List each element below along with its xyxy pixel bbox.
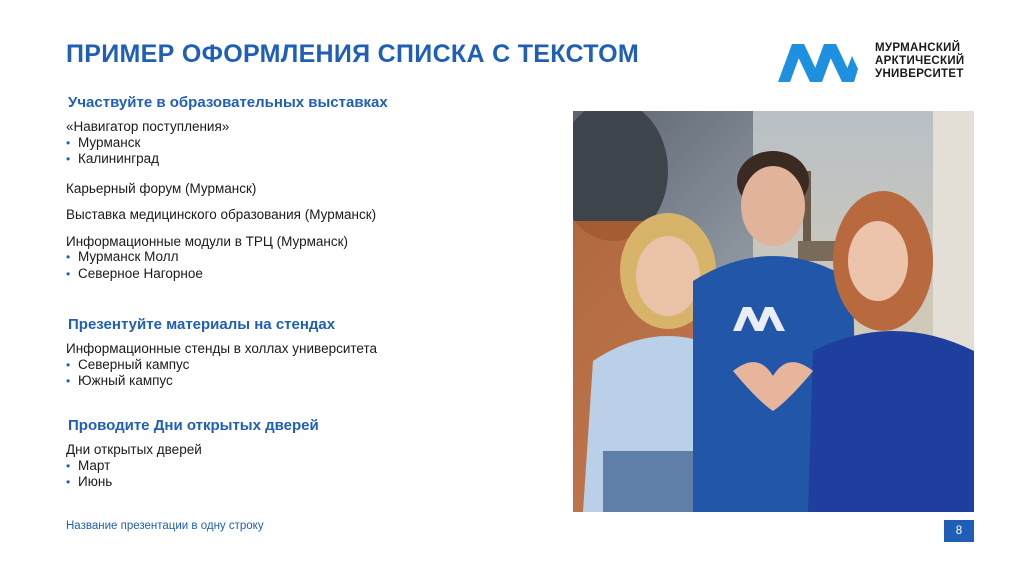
photo-icon	[573, 111, 974, 512]
section-stands	[66, 316, 377, 390]
list-item-label: Март	[78, 457, 111, 473]
list-item	[66, 249, 388, 266]
bullet: •	[66, 250, 71, 264]
bullet: •	[66, 266, 71, 281]
bullet: •	[66, 357, 71, 372]
group-title: Карьерный форум (Мурманск)	[66, 180, 257, 196]
list-group	[66, 119, 388, 168]
list-item-label: Южный кампус	[78, 373, 173, 388]
list-item	[66, 474, 319, 491]
footer-presentation-name: Название презентации в одну строку	[66, 520, 264, 532]
logo-line: УНИВЕРСИТЕТ	[875, 68, 964, 80]
group-title: «Навигатор поступления»	[66, 119, 230, 134]
logo-line: АРКТИЧЕСКИЙ	[875, 55, 965, 67]
list-group	[66, 207, 388, 223]
list-group	[66, 442, 319, 491]
list-item-label: Северное Нагорное	[78, 265, 203, 281]
section-heading: Проводите Дни открытых дверей	[68, 417, 319, 434]
section-open-days	[66, 417, 319, 491]
list-group	[66, 341, 377, 390]
list-group	[66, 181, 388, 197]
list-group	[66, 234, 388, 283]
list-item	[66, 357, 377, 374]
university-logo	[778, 42, 978, 86]
logo-text	[875, 42, 964, 81]
slide-title: ПРИМЕР ОФОРМЛЕНИЯ СПИСКА С ТЕКСТОМ	[66, 40, 640, 68]
students-photo	[573, 111, 974, 512]
group-title: Выставка медицинского образования (Мурманск)	[66, 207, 377, 222]
group-title: Информационные стенды в холлах университета	[66, 341, 378, 356]
bullet: •	[66, 152, 71, 166]
list-item	[66, 135, 388, 152]
list-item	[66, 151, 388, 168]
list-item	[66, 266, 388, 283]
list-item	[66, 373, 377, 390]
logo-mark-icon	[778, 44, 866, 82]
list-item	[66, 458, 319, 475]
section-heading: Участвуйте в образовательных выставках	[68, 94, 388, 111]
bullet: •	[66, 374, 71, 388]
list-item-label: Мурманск	[78, 134, 141, 150]
logo-line: МУРМАНСКИЙ	[875, 42, 961, 54]
list-item-label: Мурманск Молл	[78, 249, 179, 264]
group-title: Дни открытых дверей	[66, 442, 202, 457]
list-item-label: Июнь	[78, 474, 113, 489]
list-item-label: Калининград	[78, 151, 160, 166]
bullet: •	[66, 475, 71, 489]
list-item-label: Северный кампус	[78, 356, 190, 372]
bullet: •	[66, 135, 71, 150]
section-heading: Презентуйте материалы на стендах	[68, 316, 336, 333]
page-number: 8	[944, 520, 974, 542]
section-exhibitions	[66, 94, 388, 282]
group-title: Информационные модули в ТРЦ (Мурманск)	[66, 233, 349, 249]
bullet: •	[66, 458, 71, 473]
